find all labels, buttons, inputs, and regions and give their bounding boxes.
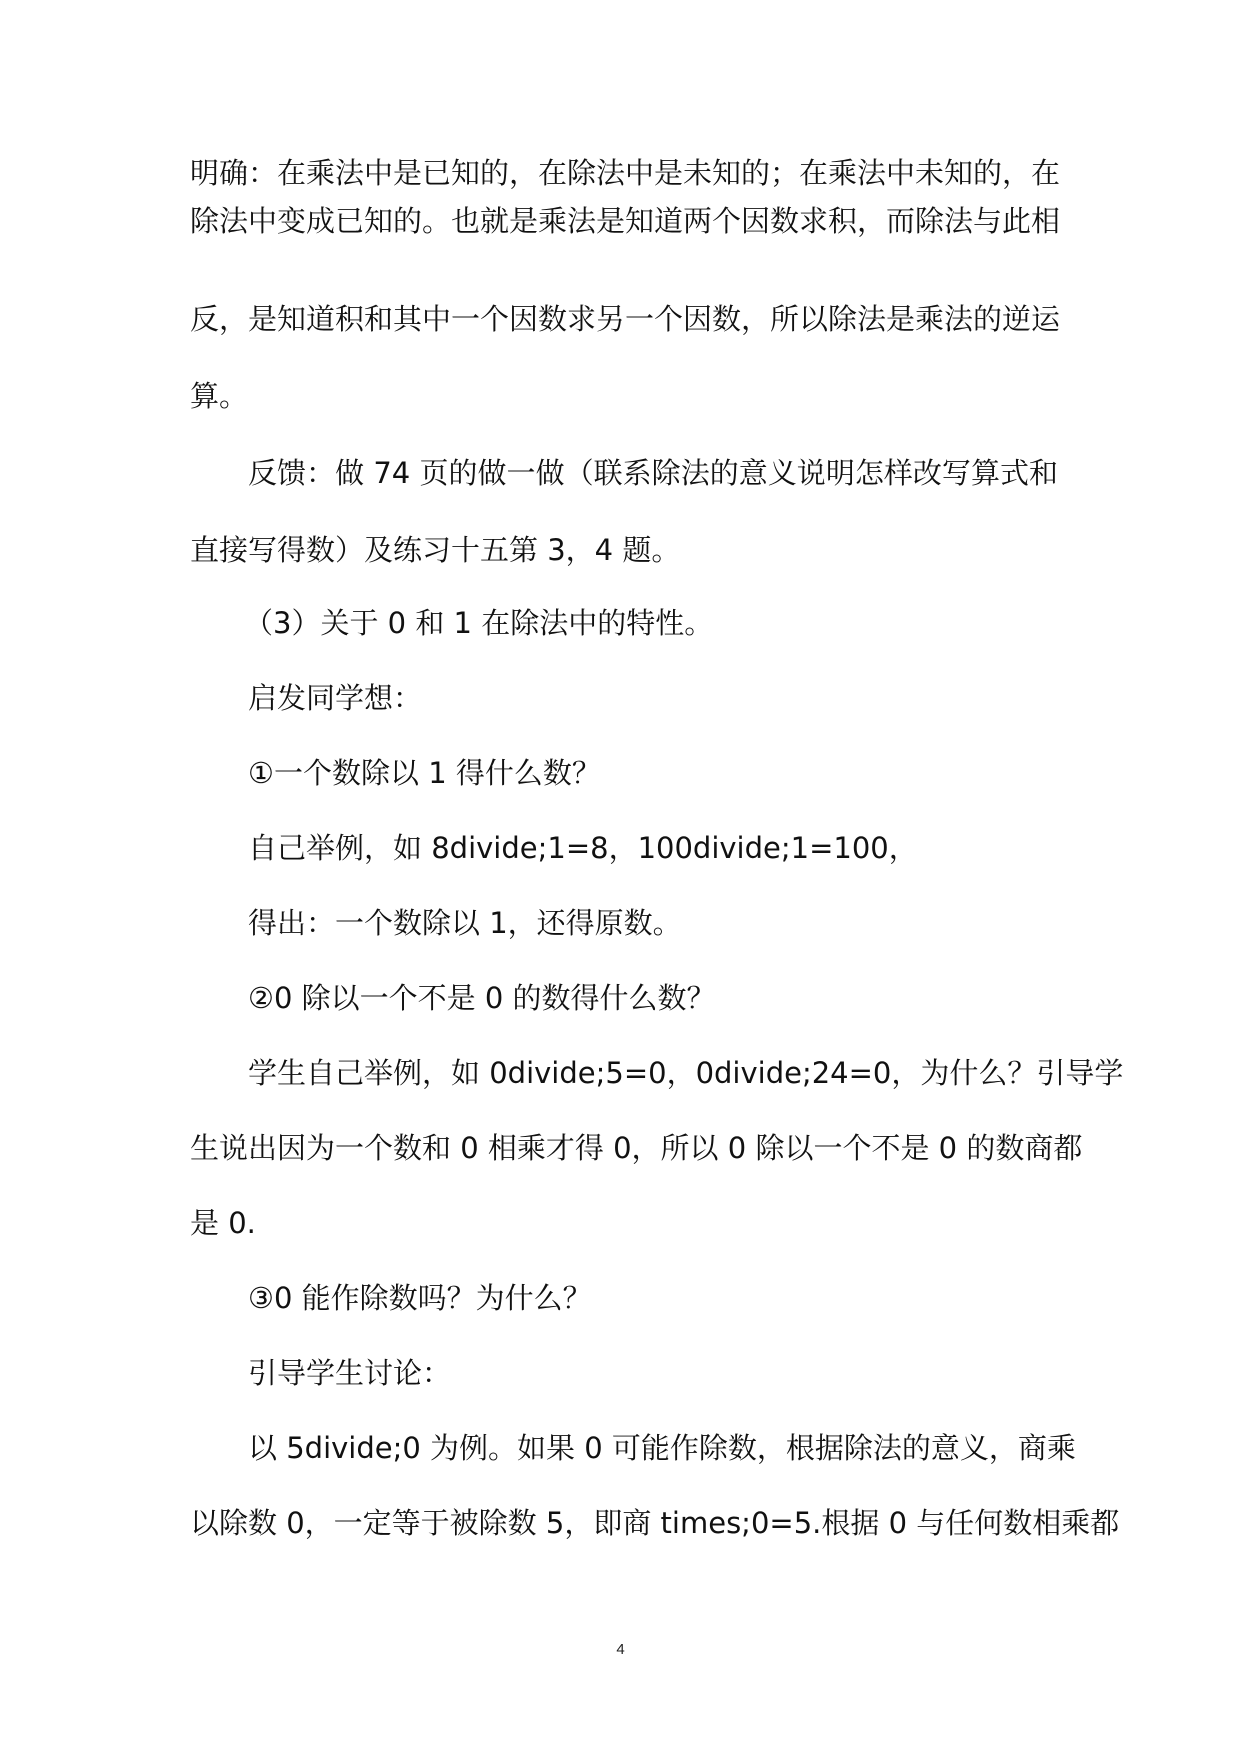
question-line: ③0 能作除数吗？为什么？ [248, 1281, 592, 1315]
text-line: 以除数 0，一定等于被除数 5，即商 times;0=5.根据 0 与任何数相乘都 [190, 1506, 1120, 1540]
section-heading: （3）关于 0 和 1 在除法中的特性。 [244, 606, 714, 640]
text-line: 直接写得数）及练习十五第 3，4 题。 [190, 533, 681, 567]
text-line: 以 5divide;0 为例。如果 0 可能作除数，根据除法的意义，商乘 [248, 1431, 1076, 1465]
question-line: ②0 除以一个不是 0 的数得什么数？ [248, 981, 716, 1015]
text-line: 自己举例，如 8divide;1=8，100divide;1=100， [248, 831, 918, 865]
text-line: 学生自己举例，如 0divide;5=0，0divide;24=0，为什么？引导学 [248, 1056, 1124, 1090]
page-number: 4 [616, 1641, 625, 1658]
text-line: 反，是知道积和其中一个因数求另一个因数，所以除法是乘法的逆运 [190, 302, 1061, 336]
question-line: ①一个数除以 1 得什么数？ [248, 756, 601, 790]
text-line: 是 0. [190, 1206, 256, 1240]
text-line: 得出：一个数除以 1，还得原数。 [248, 906, 682, 940]
text-line: 生说出因为一个数和 0 相乘才得 0，所以 0 除以一个不是 0 的数商都 [190, 1131, 1083, 1165]
text-line: 反馈：做 74 页的做一做（联系除法的意义说明怎样改写算式和 [248, 456, 1058, 490]
text-line: 启发同学想： [248, 681, 423, 715]
text-line: 算。 [190, 379, 249, 413]
text-line: 明确：在乘法中是已知的，在除法中是未知的；在乘法中未知的，在 [190, 156, 1061, 190]
text-line: 除法中变成已知的。也就是乘法是知道两个因数求积，而除法与此相 [190, 204, 1061, 238]
text-line: 引导学生讨论： [248, 1356, 452, 1390]
